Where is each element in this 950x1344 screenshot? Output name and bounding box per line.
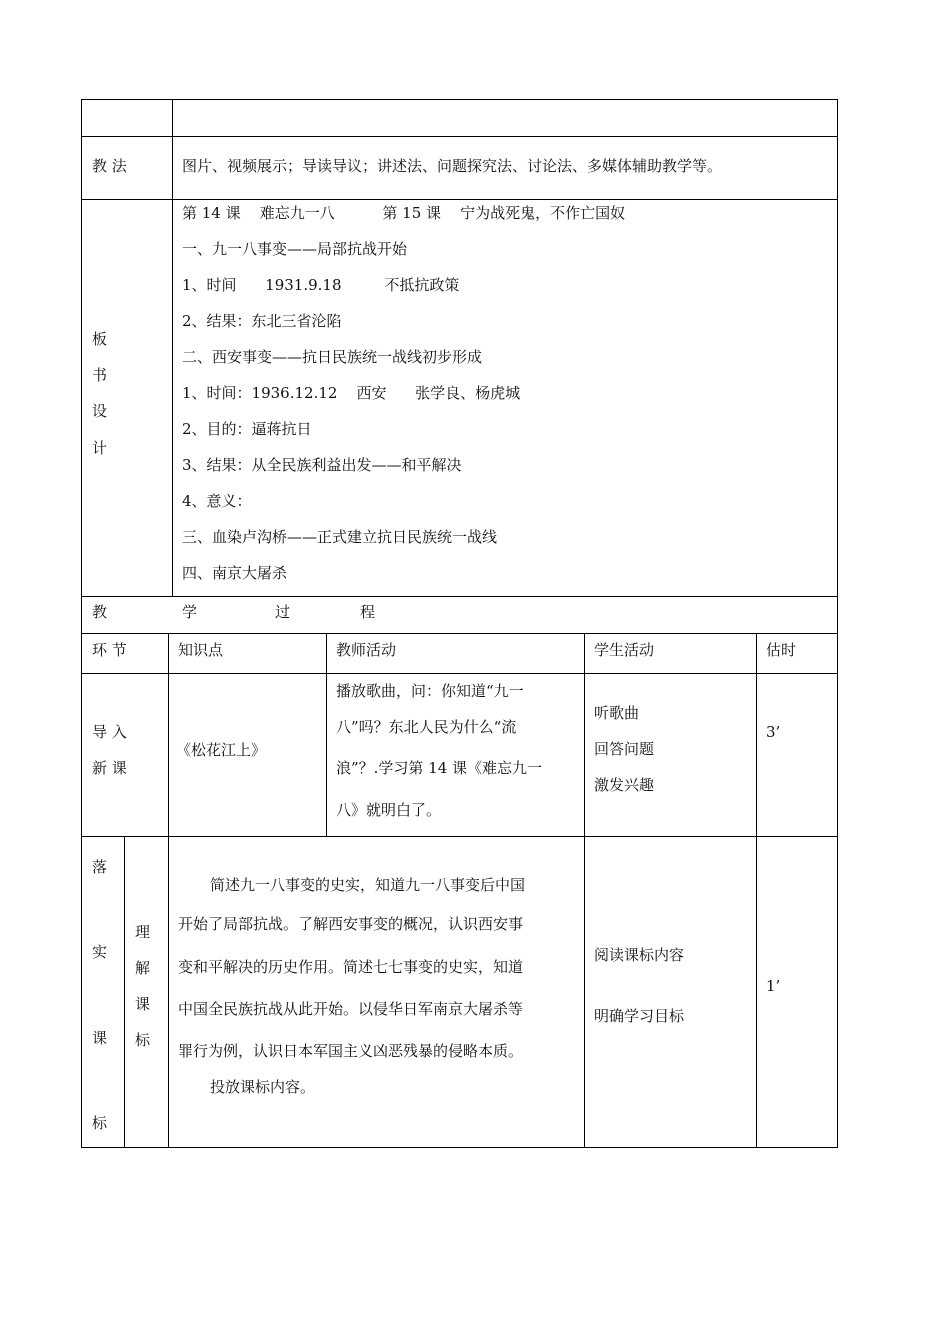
border-line [172, 99, 173, 597]
standards-student-line: 明确学习目标 [594, 1007, 685, 1025]
method-content: 图片、视频展示；导读导议；讲述法、问题探究法、讨论法、多媒体辅助教学等。 [182, 157, 723, 175]
board-line: 2、结果：东北三省沦陷 [182, 312, 342, 330]
intro-student-line: 听歌曲 [594, 704, 640, 722]
intro-student-line: 激发兴趣 [594, 776, 655, 794]
intro-teacher-line: 八》就明白了。 [336, 801, 442, 819]
standards-content-line: 投放课标内容。 [210, 1078, 316, 1096]
border-line [81, 199, 838, 200]
board-line: 四、南京大屠杀 [182, 564, 288, 582]
standards-content-line: 变和平解决的历史作用。简述七七事变的史实，知道 [178, 958, 524, 976]
process-header-char: 过 [275, 603, 291, 621]
border-line [837, 99, 838, 1148]
column-header-student: 学生活动 [594, 641, 655, 659]
standards-outer-char: 落 [92, 858, 108, 876]
intro-teacher-line: 浪”？.学习第 14 课《难忘九一 [336, 759, 543, 777]
border-line [81, 836, 838, 837]
intro-stage-line: 导 入 [92, 723, 127, 741]
standards-content-line: 中国全民族抗战从此开始。以侵华日军南京大屠杀等 [178, 1000, 524, 1018]
border-line [81, 99, 838, 100]
intro-teacher-line: 八”吗？东北人民为什么“流 [336, 718, 517, 736]
board-label-char: 板 [92, 330, 108, 348]
board-line: 2、目的：逼蒋抗日 [182, 420, 312, 438]
intro-time: 3’ [766, 723, 781, 741]
intro-student-line: 回答问题 [594, 740, 655, 758]
standards-inner-char: 解 [135, 959, 151, 977]
standards-inner-char: 理 [135, 923, 151, 941]
standards-content-line: 开始了局部抗战。了解西安事变的概况，认识西安事 [178, 915, 524, 933]
standards-inner-char: 课 [135, 995, 151, 1013]
standards-content-line: 简述九一八事变的史实，知道九一八事变后中国 [210, 876, 526, 894]
border-line [124, 836, 125, 1148]
intro-stage-line: 新 课 [92, 759, 127, 777]
process-header-char: 学 [182, 603, 198, 621]
border-line [168, 633, 169, 1148]
border-line [584, 633, 585, 1148]
method-label: 教 法 [92, 157, 127, 175]
process-header-char: 程 [360, 603, 376, 621]
board-label-char: 书 [92, 366, 108, 384]
board-line: 二、西安事变——抗日民族统一战线初步形成 [182, 348, 483, 366]
border-line [81, 99, 82, 1148]
intro-teacher-line: 播放歌曲，问：你知道“九一 [336, 682, 524, 700]
board-line: 第 14 课 难忘九一八 第 15 课 宁为战死鬼，不作亡国奴 [182, 204, 626, 222]
column-header-knowledge: 知识点 [178, 641, 224, 659]
board-line: 1、时间 1931.9.18 不抵抗政策 [182, 276, 460, 294]
border-line [81, 633, 838, 634]
standards-content-line: 罪行为例，认识日本军国主义凶恶残暴的侵略本质。 [178, 1042, 524, 1060]
standards-outer-char: 实 [92, 943, 108, 961]
border-line [81, 136, 838, 137]
border-line [81, 1147, 838, 1148]
board-label-char: 计 [92, 439, 108, 457]
column-header-stage: 环 节 [92, 641, 127, 659]
board-label-char: 设 [92, 402, 108, 420]
border-line [81, 673, 838, 674]
board-line: 3、结果：从全民族利益出发——和平解决 [182, 456, 462, 474]
board-line: 1、时间：1936.12.12 西安 张学良、杨虎城 [182, 384, 521, 402]
standards-outer-char: 课 [92, 1029, 108, 1047]
border-line [81, 596, 838, 597]
border-line [756, 633, 757, 1148]
intro-knowledge: 《松花江上》 [176, 741, 267, 759]
standards-inner-char: 标 [135, 1031, 151, 1049]
standards-time: 1’ [766, 977, 781, 995]
column-header-time: 估时 [766, 641, 797, 659]
standards-student-line: 阅读课标内容 [594, 946, 685, 964]
board-line: 三、血染卢沟桥——正式建立抗日民族统一战线 [182, 528, 498, 546]
border-line [326, 633, 327, 836]
board-line: 一、九一八事变——局部抗战开始 [182, 240, 408, 258]
process-header-char: 教 [92, 603, 108, 621]
board-line: 4、意义： [182, 492, 252, 510]
column-header-teacher: 教师活动 [336, 641, 397, 659]
standards-outer-char: 标 [92, 1114, 108, 1132]
